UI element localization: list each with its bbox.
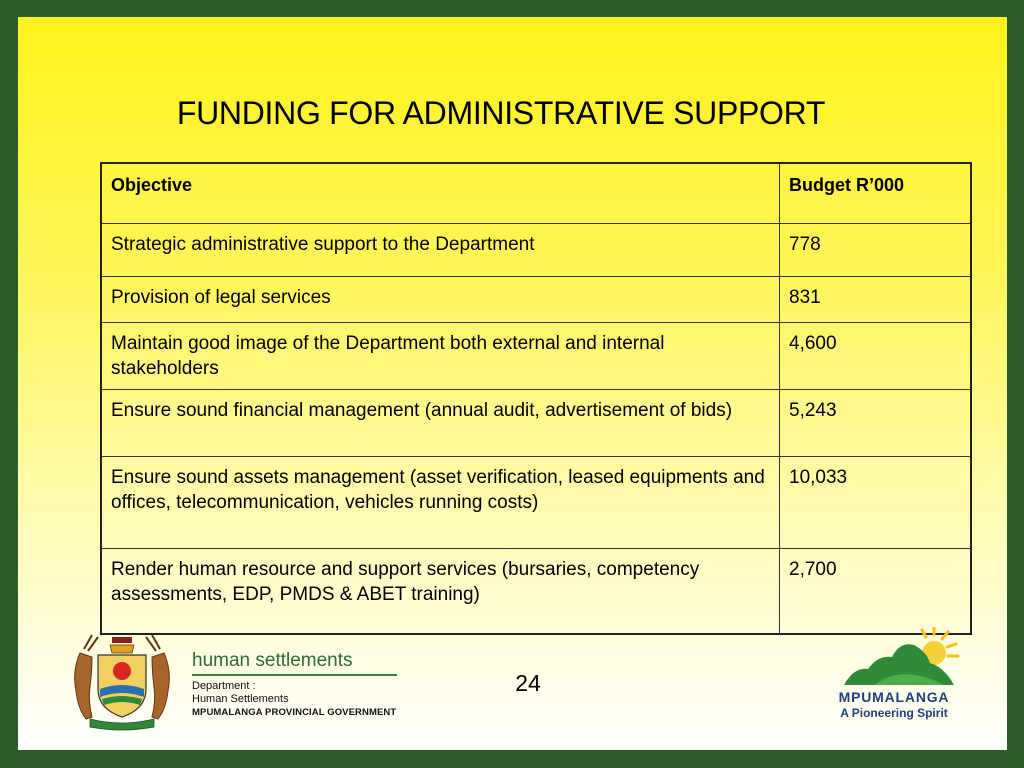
divider — [192, 674, 397, 676]
department-branding — [62, 631, 402, 731]
objective-cell: Ensure sound assets management (asset verification, leased equipments and offices, telecommunication, vehicles running costs) — [101, 457, 780, 549]
department-name: Human Settlements — [192, 693, 289, 705]
budget-cell: 778 — [780, 224, 972, 277]
budget-cell: 5,243 — [780, 390, 972, 457]
table-row — [101, 224, 971, 277]
slide — [18, 17, 1007, 750]
objective-cell: Strategic administrative support to the Department — [101, 224, 780, 277]
page-number: 24 — [515, 670, 541, 696]
objective-cell: Maintain good image of the Department both external and internal stakeholders — [101, 323, 780, 390]
province-name: MPUMALANGA — [838, 689, 950, 705]
budget-cell: 2,700 — [780, 549, 972, 635]
objective-cell: Ensure sound financial management (annual audit, advertisement of bids) — [101, 390, 780, 457]
department-brand-name: human settlements — [192, 650, 353, 671]
table-header-row — [101, 163, 971, 224]
table-row — [101, 549, 971, 635]
header-budget: Budget R’000 — [780, 163, 972, 224]
header-objective: Objective — [101, 163, 780, 224]
province-slogan: A Pioneering Spirit — [840, 706, 948, 720]
government-name: MPUMALANGA PROVINCIAL GOVERNMENT — [192, 707, 397, 718]
table-row — [101, 457, 971, 549]
department-text-block — [192, 651, 402, 719]
slide-title: FUNDING FOR ADMINISTRATIVE SUPPORT — [176, 95, 826, 131]
budget-cell: 10,033 — [780, 457, 972, 549]
table-row — [101, 390, 971, 457]
objective-cell: Render human resource and support services (bursaries, competency assessments, EDP, PMDS & ABET training) — [101, 549, 780, 635]
budget-table — [100, 162, 972, 635]
mpumalanga-logo-icon — [834, 627, 964, 687]
table-row — [101, 277, 971, 323]
table-row — [101, 323, 971, 390]
coat-of-arms-icon — [62, 631, 182, 731]
budget-cell: 831 — [780, 277, 972, 323]
department-label: Department : — [192, 680, 256, 692]
budget-cell: 4,600 — [780, 323, 972, 390]
objective-cell: Provision of legal services — [101, 277, 780, 323]
province-branding — [824, 627, 974, 727]
